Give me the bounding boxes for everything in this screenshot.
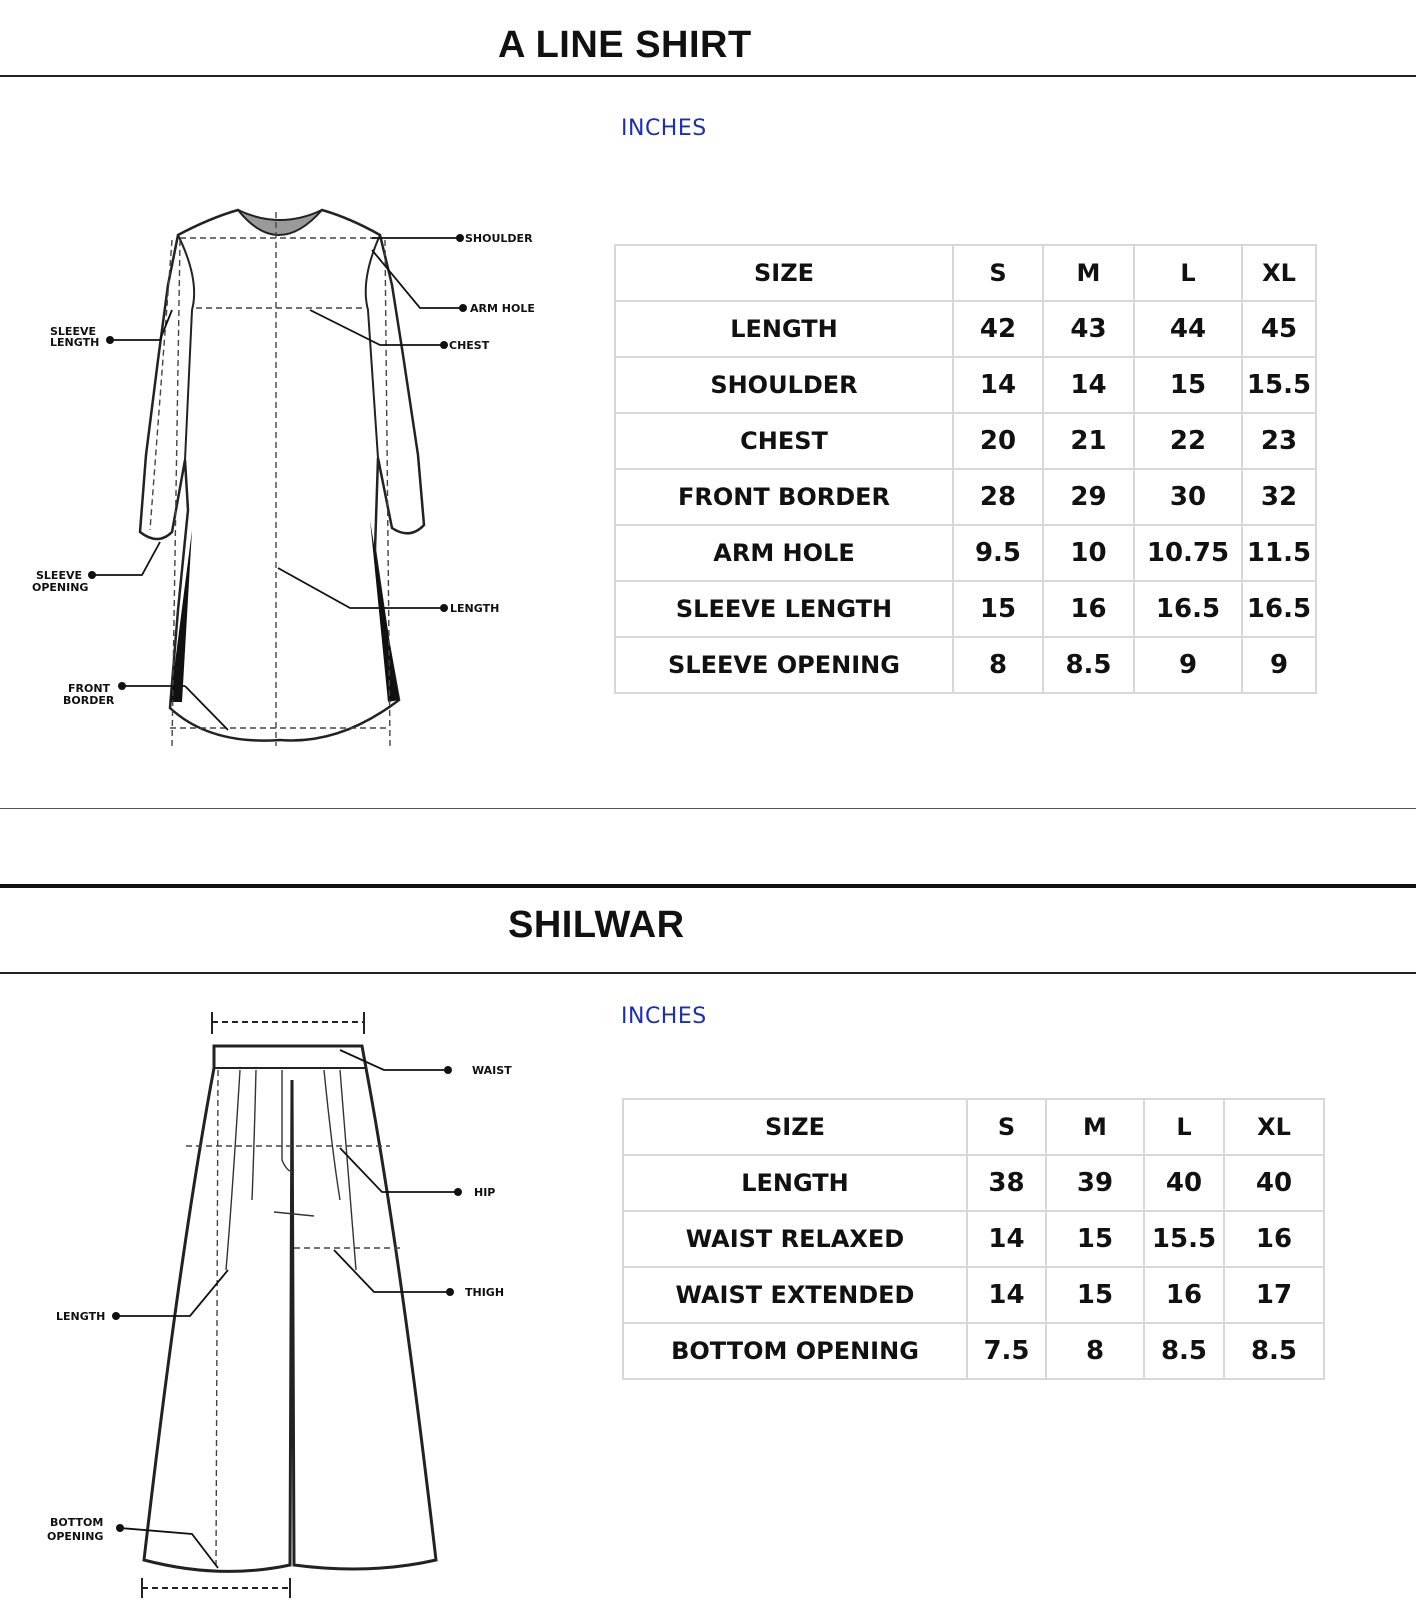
row-label: WAIST RELAXED — [623, 1211, 967, 1267]
label-length: LENGTH — [56, 1310, 106, 1323]
cell: 44 — [1134, 301, 1242, 357]
table-row — [615, 413, 1316, 469]
cell: 8.5 — [1043, 637, 1134, 693]
header-cell: M — [1043, 245, 1134, 301]
cell: 14 — [1043, 357, 1134, 413]
cell: 16.5 — [1134, 581, 1242, 637]
row-label: LENGTH — [623, 1155, 967, 1211]
section-divider-thick — [0, 884, 1416, 888]
cell: 16 — [1224, 1211, 1324, 1267]
header-cell: L — [1144, 1099, 1224, 1155]
cell: 7.5 — [967, 1323, 1046, 1379]
shilwar-size-chart — [622, 1098, 1325, 1380]
shilwar-title: SHILWAR — [508, 904, 685, 946]
cell: 17 — [1224, 1267, 1324, 1323]
cell: 22 — [1134, 413, 1242, 469]
row-label: SLEEVE LENGTH — [615, 581, 953, 637]
label-front-border-line2: BORDER — [63, 694, 115, 707]
table-header-row — [623, 1099, 1324, 1155]
label-front-border-line1: FRONT — [68, 682, 111, 695]
row-label: LENGTH — [615, 301, 953, 357]
cell: 15 — [1046, 1211, 1144, 1267]
row-label: FRONT BORDER — [615, 469, 953, 525]
cell: 14 — [953, 357, 1043, 413]
header-cell: M — [1046, 1099, 1144, 1155]
table-row — [615, 637, 1316, 693]
cell: 10.75 — [1134, 525, 1242, 581]
label-length: LENGTH — [450, 602, 500, 615]
table-row — [615, 301, 1316, 357]
table-row — [615, 469, 1316, 525]
label-sleeve-length-line2: LENGTH — [50, 336, 100, 349]
label-bottom-opening-line1: BOTTOM — [50, 1516, 104, 1529]
header-cell: XL — [1224, 1099, 1324, 1155]
table-row — [623, 1211, 1324, 1267]
label-sleeve-opening-line1: SLEEVE — [36, 569, 82, 582]
label-waist: WAIST — [472, 1064, 512, 1077]
cell: 8 — [953, 637, 1043, 693]
cell: 10 — [1043, 525, 1134, 581]
shilwar-title-divider — [0, 972, 1416, 974]
shilwar-diagram — [0, 1000, 560, 1600]
table-row — [615, 581, 1316, 637]
cell: 30 — [1134, 469, 1242, 525]
cell: 40 — [1224, 1155, 1324, 1211]
label-chest: CHEST — [449, 339, 490, 352]
cell: 14 — [967, 1267, 1046, 1323]
cell: 38 — [967, 1155, 1046, 1211]
cell: 9 — [1242, 637, 1316, 693]
label-thigh: THIGH — [465, 1286, 505, 1299]
row-label: BOTTOM OPENING — [623, 1323, 967, 1379]
cell: 32 — [1242, 469, 1316, 525]
cell: 16.5 — [1242, 581, 1316, 637]
cell: 15 — [1046, 1267, 1144, 1323]
label-hip: HIP — [474, 1186, 496, 1199]
row-label: SLEEVE OPENING — [615, 637, 953, 693]
cell: 29 — [1043, 469, 1134, 525]
shirt-title: A LINE SHIRT — [498, 24, 752, 66]
row-label: WAIST EXTENDED — [623, 1267, 967, 1323]
table-row — [623, 1267, 1324, 1323]
shirt-units-label: INCHES — [621, 116, 707, 141]
cell: 9 — [1134, 637, 1242, 693]
cell: 16 — [1043, 581, 1134, 637]
table-row — [615, 357, 1316, 413]
table-row — [615, 525, 1316, 581]
cell: 16 — [1144, 1267, 1224, 1323]
cell: 45 — [1242, 301, 1316, 357]
header-cell: L — [1134, 245, 1242, 301]
cell: 23 — [1242, 413, 1316, 469]
header-cell: S — [967, 1099, 1046, 1155]
cell: 9.5 — [953, 525, 1043, 581]
cell: 40 — [1144, 1155, 1224, 1211]
shilwar-units-label: INCHES — [621, 1004, 707, 1029]
header-cell: XL — [1242, 245, 1316, 301]
header-cell: S — [953, 245, 1043, 301]
cell: 15 — [953, 581, 1043, 637]
label-sleeve-length-line1: SLEEVE — [50, 325, 96, 338]
table-row — [623, 1155, 1324, 1211]
row-label: SHOULDER — [615, 357, 953, 413]
label-bottom-opening-line2: OPENING — [47, 1530, 104, 1543]
row-label: CHEST — [615, 413, 953, 469]
section-divider — [0, 808, 1416, 809]
shirt-size-chart — [614, 244, 1317, 694]
cell: 11.5 — [1242, 525, 1316, 581]
cell: 15.5 — [1144, 1211, 1224, 1267]
shirt-title-divider — [0, 75, 1416, 77]
shirt-diagram — [0, 190, 560, 770]
cell: 43 — [1043, 301, 1134, 357]
cell: 15 — [1134, 357, 1242, 413]
cell: 21 — [1043, 413, 1134, 469]
cell: 42 — [953, 301, 1043, 357]
cell: 14 — [967, 1211, 1046, 1267]
label-arm-hole: ARM HOLE — [470, 302, 535, 315]
table-row — [623, 1323, 1324, 1379]
cell: 15.5 — [1242, 357, 1316, 413]
cell: 8.5 — [1224, 1323, 1324, 1379]
header-cell: SIZE — [623, 1099, 967, 1155]
cell: 28 — [953, 469, 1043, 525]
cell: 20 — [953, 413, 1043, 469]
shilwar-outline — [144, 1046, 436, 1571]
cell: 39 — [1046, 1155, 1144, 1211]
label-sleeve-opening-line2: OPENING — [32, 581, 89, 594]
row-label: ARM HOLE — [615, 525, 953, 581]
cell: 8.5 — [1144, 1323, 1224, 1379]
label-shoulder: SHOULDER — [465, 232, 533, 245]
cell: 8 — [1046, 1323, 1144, 1379]
table-header-row — [615, 245, 1316, 301]
header-cell: SIZE — [615, 245, 953, 301]
